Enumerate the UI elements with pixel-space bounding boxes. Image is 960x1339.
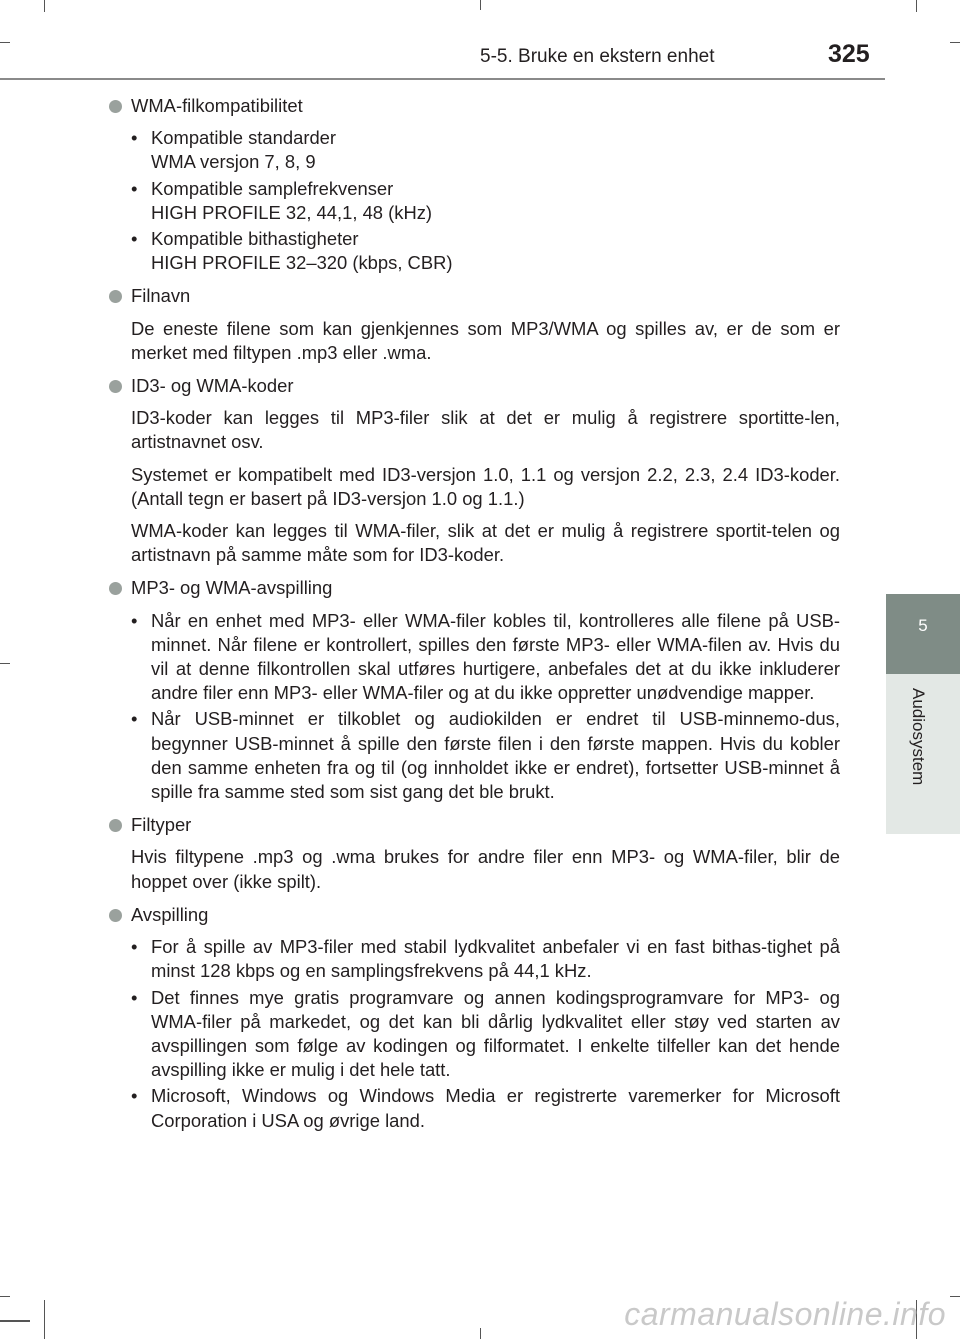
- section-title: MP3- og WMA-avspilling: [131, 577, 333, 599]
- chapter-number: 5: [918, 616, 928, 635]
- item-text: Det finnes mye gratis programvare og annen kodingsprogramvare for MP3- og WMA-filer på markedet, og det kan bli dårlig lydkvalitet eller støy ved starten av avspillingen som følge av kodingen og filformatet. I enkelte tilfeller kan det hende avspilling ikke er mulig i det hele tatt.: [151, 986, 840, 1081]
- circle-bullet-icon: [109, 380, 122, 393]
- list-item: [131, 227, 840, 275]
- crop-mark: [480, 1328, 481, 1339]
- list-item: [131, 935, 840, 983]
- section-heading: [109, 284, 840, 308]
- item-text: Microsoft, Windows og Windows Media er registrerte varemerker for Microsoft Corporation i USA og øvrige land.: [151, 1085, 840, 1131]
- item-label: Kompatible samplefrekvenser: [151, 177, 394, 199]
- section-heading: [109, 903, 840, 927]
- section-heading: [109, 374, 840, 398]
- crop-mark: [0, 1320, 30, 1322]
- list-item: [131, 707, 840, 804]
- item-value: WMA versjon 7, 8, 9: [151, 151, 316, 173]
- bullet-icon: •: [131, 936, 138, 958]
- section-title: ID3- og WMA-koder: [131, 375, 294, 397]
- section-wma: [131, 94, 840, 275]
- bullet-icon: •: [131, 1085, 138, 1107]
- section-playback: [131, 576, 840, 804]
- paragraph: ID3-koder kan legges til MP3-filer slik at det er mulig å registrere sportitte-len, artistnavnet osv.: [131, 407, 840, 453]
- crop-mark: [0, 42, 10, 43]
- paragraph: De eneste filene som kan gjenkjennes som MP3/WMA og spilles av, er de som er merket med filtypen .mp3 eller .wma.: [131, 317, 840, 363]
- crop-mark: [0, 1296, 10, 1297]
- page-number: 325: [828, 40, 870, 68]
- paragraph: Systemet er kompatibelt med ID3-versjon 1.0, 1.1 og versjon 2.2, 2.3, 2.4 ID3-koder. (Antall tegn er basert på ID3-versjon 1.0 og 1.1.): [131, 463, 840, 509]
- crop-mark: [44, 1300, 45, 1339]
- bullet-icon: •: [131, 228, 138, 250]
- item-text: Når en enhet med MP3- eller WMA-filer kobles til, kontrolleres alle filene på USB-minnet. Når filene er kontrollert, spilles den første MP3- eller WMA-filen av. Hvis du vil at denne filkontrollen skal utføres hurtigere, anbefales det at du ikke inkluderer andre filer enn MP3- eller WMA-filer og at du ikke oppretter unødvendige mapper.: [151, 609, 840, 704]
- section-avspilling: [131, 903, 840, 1133]
- bullet-icon: •: [131, 708, 138, 730]
- circle-bullet-icon: [109, 909, 122, 922]
- chapter-label: Audiosystem: [909, 688, 928, 786]
- list-item: [131, 126, 840, 174]
- main-content: [131, 94, 840, 1142]
- item-text: Når USB-minnet er tilkoblet og audiokilden er endret til USB-minnemo-dus, begynner USB-minnet å spille den første filen i den første mappen. Hvis du kobler den samme enheten fra og til (og innholdet ikke er endret), fortsetter USB-minnet å spille fra samme sted som sist gang det ble brukt.: [151, 708, 840, 803]
- circle-bullet-icon: [109, 582, 122, 595]
- item-text: For å spille av MP3-filer med stabil lydkvalitet anbefaler vi en fast bithas-tighet på minst 128 kbps og en samplingsfrekvens på 44,1 kHz.: [151, 936, 840, 982]
- section-id3: [131, 374, 840, 567]
- bullet-icon: •: [131, 127, 138, 149]
- bullet-icon: •: [131, 986, 138, 1008]
- circle-bullet-icon: [109, 100, 122, 113]
- section-title: Filnavn: [131, 285, 191, 307]
- section-title: WMA-filkompatibilitet: [131, 95, 303, 116]
- bullet-icon: •: [131, 609, 138, 631]
- list-item: [131, 609, 840, 706]
- item-value: HIGH PROFILE 32–320 (kbps, CBR): [151, 252, 453, 274]
- section-heading: [109, 576, 840, 600]
- section-filnavn: [131, 284, 840, 365]
- section-filtyper: [131, 813, 840, 894]
- crop-mark: [44, 0, 45, 12]
- running-header: 5-5. Bruke en ekstern enhet: [480, 46, 715, 67]
- item-value: HIGH PROFILE 32, 44,1, 48 (kHz): [151, 201, 433, 223]
- crop-mark: [950, 42, 960, 43]
- crop-mark: [480, 0, 481, 10]
- bullet-icon: •: [131, 177, 138, 199]
- watermark: carmanualsonline.info: [624, 1296, 946, 1332]
- crop-mark: [950, 1296, 960, 1297]
- crop-mark: [0, 663, 10, 664]
- paragraph: WMA-koder kan legges til WMA-filer, slik at det er mulig å registrere sportit-telen og artistnavn på samme måte som for ID3-koder.: [131, 520, 840, 566]
- crop-mark: [916, 0, 917, 12]
- paragraph: Hvis filtypene .mp3 og .wma brukes for andre filer enn MP3- og WMA-filer, blir de hoppet over (ikke spilt).: [131, 846, 840, 892]
- circle-bullet-icon: [109, 290, 122, 303]
- header-rule: [0, 78, 885, 80]
- section-heading: [109, 813, 840, 837]
- section-title: Filtyper: [131, 814, 192, 836]
- section-title: Avspilling: [131, 903, 209, 925]
- circle-bullet-icon: [109, 819, 122, 832]
- item-label: Kompatible standarder: [151, 127, 337, 149]
- section-heading: [109, 94, 840, 118]
- list-item: [131, 986, 840, 1083]
- chapter-tab: [886, 594, 960, 674]
- list-item: [131, 1084, 840, 1132]
- list-item: [131, 177, 840, 225]
- item-label: Kompatible bithastigheter: [151, 228, 359, 250]
